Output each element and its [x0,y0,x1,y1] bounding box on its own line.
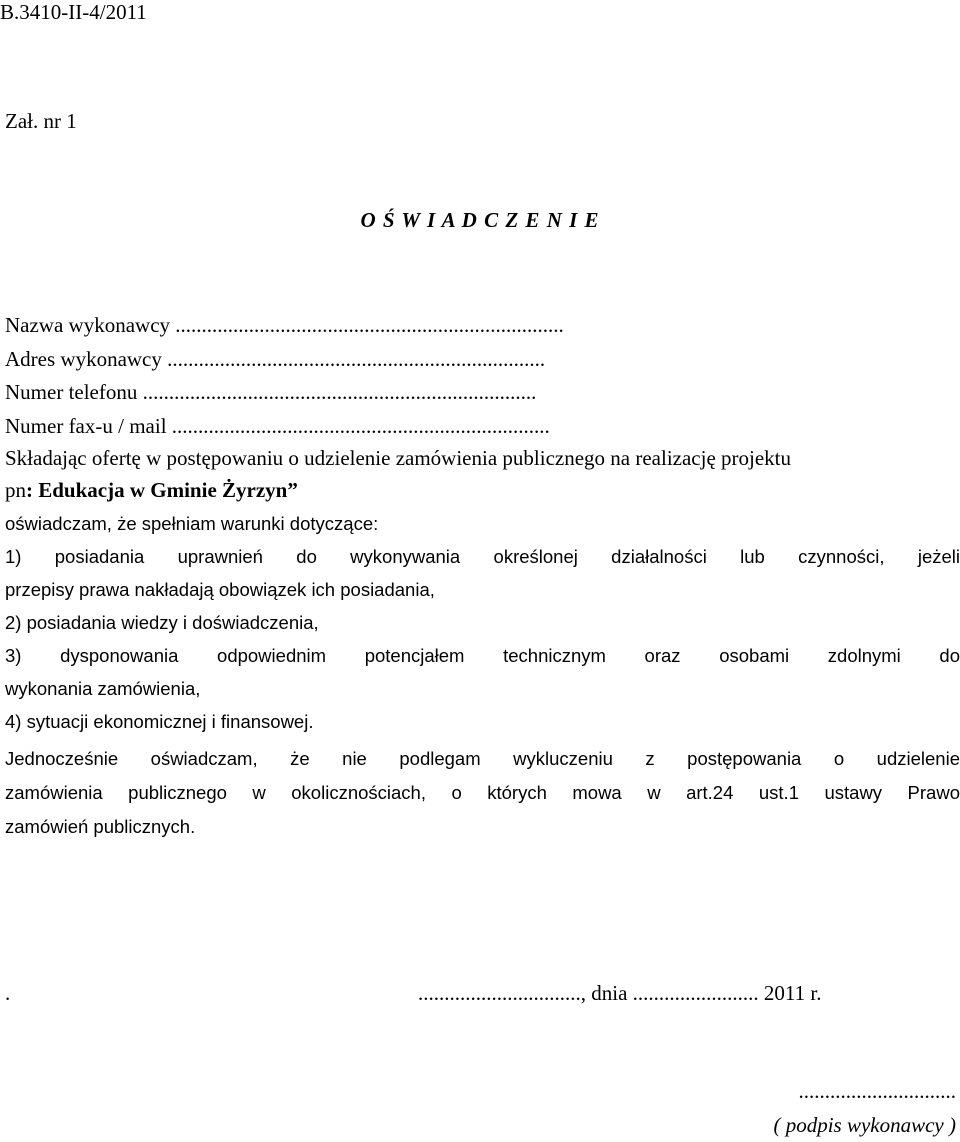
declaration-list [5,507,960,738]
contractor-name-line: Nazwa wykonawcy .......................................................................... [5,313,564,337]
declaration-line: 2) posiadania wiedzy i doświadczenia, [5,612,319,633]
project-line [5,474,298,506]
signature-line: .............................. [798,1079,956,1103]
contractor-fax-line: Numer fax-u / mail ........................................................................ [5,413,550,438]
final-statement-line: Jednocześnie oświadczam, że nie podlegam wykluczeniu z postępowania o udzielenie [5,748,960,769]
intro-text: Składając ofertę w postępowaniu o udzielenie zamówienia publicznego na realizację projektu [5,446,792,470]
declaration-line: 3) dysponowania odpowiednim potencjałem technicznym oraz osobami zdolnymi do [5,645,960,666]
declaration-line: wykonania zamówienia, [5,678,201,699]
place-placeholder: . [5,981,11,1005]
signature-label: ( podpis wykonawcy ) [773,1113,956,1137]
document-reference: B.3410-II-4/2011 [0,0,147,24]
project-prefix: pn [5,478,26,502]
annex-number: Zał. nr 1 [5,109,77,133]
final-statement-line: zamówień publicznych. [5,816,196,837]
declaration-line: przepisy prawa nakładają obowiązek ich posiadania, [5,579,435,600]
project-name: : Edukacja w Gminie Żyrzyn” [26,478,298,502]
date-line: ..............................., dnia ........................ 2011 r. [418,981,822,1005]
document-title: O Ś W I A D C Z E N I E [360,208,600,232]
declaration-line: 1) posiadania uprawnień do wykonywania określonej działalności lub czynności, jeżeli [5,546,960,567]
final-statement [5,742,960,844]
final-statement-line: zamówienia publicznego w okolicznościach, o których mowa w art.24 ust.1 ustawy Prawo [5,782,960,803]
contractor-phone-line: Numer telefonu ........................................................................... [5,380,537,404]
contractor-address-line: Adres wykonawcy ........................................................................ [5,346,546,371]
contractor-details [5,309,564,443]
declaration-line: 4) sytuacji ekonomicznej i finansowej. [5,711,314,732]
declaration-line: oświadczam, że spełniam warunki dotyczące: [5,513,379,534]
